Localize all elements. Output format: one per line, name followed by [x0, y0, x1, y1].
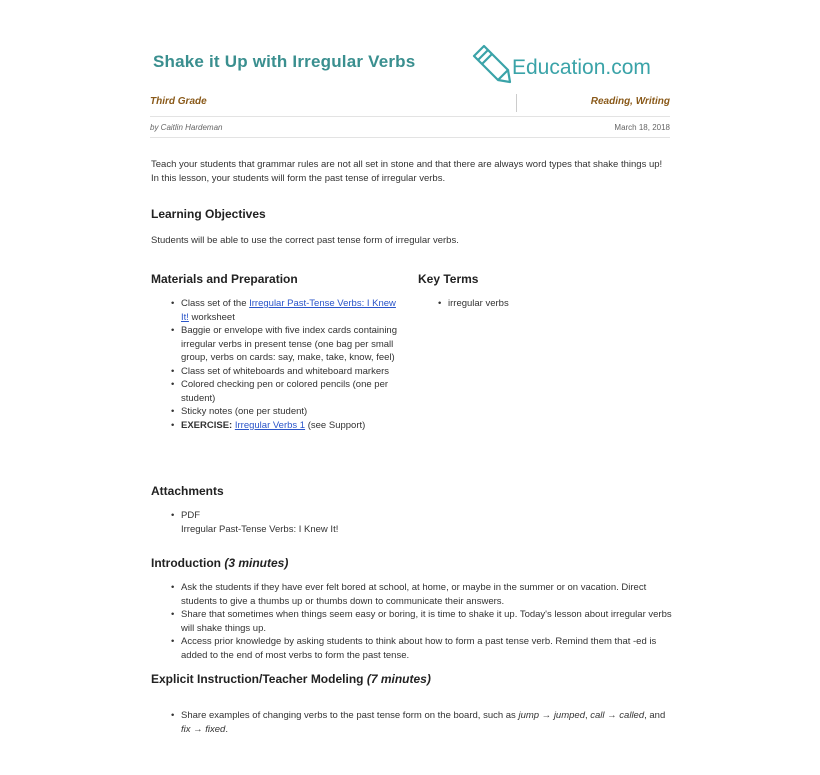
- list-item: [418, 297, 668, 311]
- explicit-instruction-heading: [151, 672, 431, 686]
- grade-label: Third Grade: [150, 96, 207, 107]
- item-text: Sticky notes (one per student): [181, 406, 308, 417]
- item-text: Ask the students if they have ever felt bored at school, at home, or maybe in the summer or on vacation. Direct students to give a thumbs up or thumbs down to communicate their answers.: [181, 582, 647, 607]
- materials-heading: Materials and Preparation: [151, 272, 298, 286]
- bullet: •: [171, 379, 175, 390]
- author-rule: [150, 137, 670, 138]
- example-jump: jump → jumped: [518, 710, 585, 721]
- item-text: Colored checking pen or colored pencils (one per student): [181, 379, 389, 404]
- key-term: irregular verbs: [448, 298, 509, 309]
- bullet: •: [171, 298, 175, 309]
- bullet: •: [171, 710, 175, 721]
- item-text: Baggie or envelope with five index cards containing irregular verbs in present tense (one bag per small group, verbs on cards: say, make, take, know, feel): [181, 325, 397, 363]
- grade-subject-row: [150, 96, 670, 107]
- education-com-logo[interactable]: [468, 42, 651, 86]
- example-fix: fix → fixed: [181, 723, 226, 735]
- item-text: , and: [644, 710, 666, 721]
- item-text: .: [225, 723, 228, 735]
- learning-objectives-heading: Learning Objectives: [151, 207, 266, 221]
- header-rule: [150, 116, 670, 117]
- example-call: call → called: [590, 710, 645, 721]
- exercise-label: EXERCISE:: [181, 419, 235, 431]
- bullet: •: [171, 510, 175, 521]
- item-text: Access prior knowledge by asking students to think about how to form a past tense verb. Remind them that -ed is added to the end of most verbs to form the past tense.: [181, 636, 657, 661]
- bullet: •: [171, 582, 175, 593]
- bullet: •: [171, 325, 175, 336]
- attachments-heading: Attachments: [151, 484, 224, 498]
- learning-objectives-text: Students will be able to use the correct past tense form of irregular verbs.: [151, 235, 459, 246]
- bullet: •: [171, 636, 175, 647]
- list-item: [151, 324, 401, 365]
- bullet: •: [171, 609, 175, 620]
- introduction-list: [151, 581, 676, 662]
- meta-divider: [516, 94, 517, 112]
- list-item: [151, 635, 676, 662]
- intro-paragraph: Teach your students that grammar rules are not all set in stone and that there are always word types that shake things up! In this lesson, your students will form the past tense of irregular verbs.: [151, 159, 663, 184]
- worksheet-link[interactable]: Irregular Past-Tense Verbs: I Knew It!: [181, 298, 396, 323]
- materials-list: [151, 297, 401, 432]
- list-item: [151, 709, 676, 736]
- explicit-instruction-list: [151, 709, 676, 736]
- list-item: [151, 608, 676, 635]
- duration-text: (7 minutes): [366, 672, 431, 686]
- key-terms-heading: Key Terms: [418, 272, 479, 286]
- subjects-label: Reading, Writing: [590, 96, 670, 107]
- bullet: •: [171, 406, 175, 417]
- logo-text: Education.com: [512, 56, 651, 79]
- attachments-list: [151, 509, 651, 523]
- item-text: Class set of the: [181, 298, 250, 309]
- item-text: (see Support): [305, 419, 366, 431]
- list-item: [151, 509, 651, 523]
- heading-text: Explicit Instruction/Teacher Modeling: [151, 672, 364, 686]
- key-terms-list: [418, 297, 668, 311]
- item-text: Share examples of changing verbs to the past tense form on the board, such as: [181, 710, 519, 721]
- lesson-title: Shake it Up with Irregular Verbs: [153, 52, 416, 71]
- bullet: •: [438, 298, 442, 309]
- bullet: •: [171, 365, 175, 377]
- attachment-name[interactable]: Irregular Past-Tense Verbs: I Knew It!: [181, 524, 339, 535]
- list-item: [151, 405, 401, 419]
- list-item: [151, 419, 401, 433]
- duration-text: (3 minutes): [224, 556, 289, 570]
- list-item: [151, 297, 401, 324]
- author-date-row: [150, 123, 670, 132]
- pencil-logo-icon: [468, 42, 514, 86]
- exercise-link[interactable]: Irregular Verbs 1: [234, 419, 306, 431]
- attachment-type: PDF: [181, 510, 200, 521]
- list-item: [151, 581, 676, 608]
- heading-text: Introduction: [151, 556, 221, 570]
- list-item: [151, 378, 401, 405]
- item-text: worksheet: [188, 311, 235, 323]
- item-text: ,: [584, 710, 591, 721]
- list-item: [151, 365, 401, 379]
- introduction-heading: [151, 556, 288, 570]
- item-text: Share that sometimes when things seem easy or boring, it is time to shake it up. Today's lesson about irregular verbs will shake things up.: [181, 609, 672, 634]
- date-label: March 18, 2018: [614, 123, 670, 132]
- item-text: Class set of whiteboards and whiteboard markers: [181, 365, 390, 377]
- bullet: •: [171, 419, 175, 431]
- author-label: by Caitlin Hardeman: [150, 123, 223, 132]
